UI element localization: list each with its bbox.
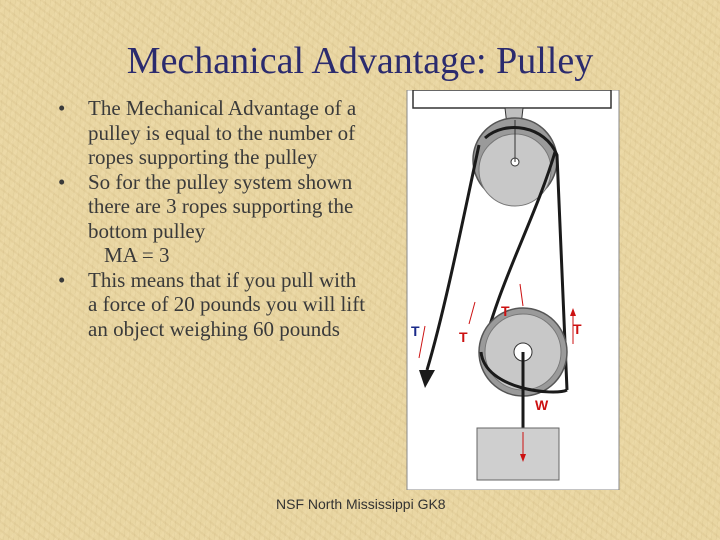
- ma-equation: [58, 243, 368, 268]
- weight-block: [477, 428, 559, 480]
- slide-title-text: Mechanical Advantage: Pulley: [126, 40, 594, 82]
- tension-label-right: T: [573, 321, 582, 337]
- ma-equation-text: MA = 3: [104, 243, 170, 267]
- tension-label-upper: T: [501, 303, 510, 319]
- tension-label-left: T: [411, 323, 420, 339]
- bullet-dot: •: [58, 169, 66, 194]
- bullet-list: [58, 96, 368, 341]
- bullet-text: The Mechanical Advantage of a pulley is equal to the number of ropes supporting the pulley: [88, 96, 357, 169]
- slide-title: [0, 42, 720, 80]
- bullet-dot: •: [58, 267, 66, 292]
- tension-label-mid: T: [459, 329, 468, 345]
- bullet-item: [58, 268, 368, 342]
- bullet-dot: •: [58, 96, 66, 120]
- bullet-item: [58, 170, 368, 244]
- weight-label: W: [535, 397, 549, 413]
- bullet-text: This means that if you pull with a force of 20 pounds you will lift an object weighing 60 pounds: [88, 267, 366, 341]
- footer: NSF North Mississippi GK8: [276, 496, 446, 512]
- pulley-diagram: [405, 90, 621, 490]
- bullet-text: So for the pulley system shown there are 3 ropes supporting the bottom pulley: [88, 169, 354, 243]
- bullet-item: [58, 96, 368, 170]
- ceiling-bar: [413, 90, 611, 108]
